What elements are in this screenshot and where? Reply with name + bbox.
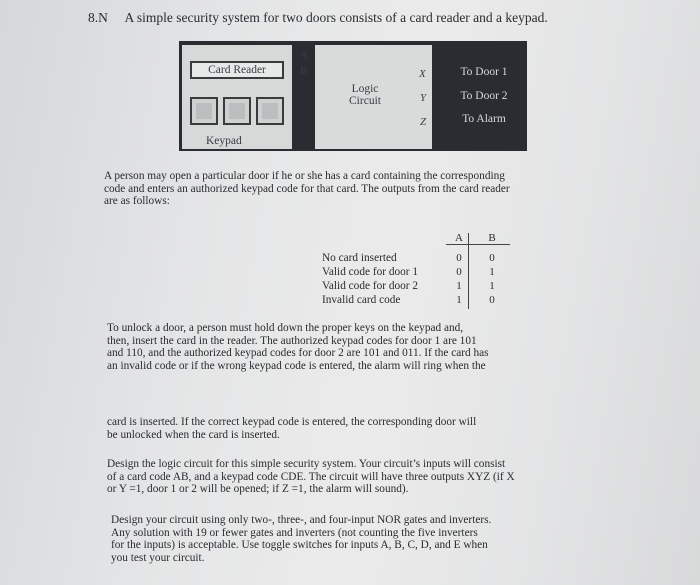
input-a-label: A (300, 49, 308, 61)
logic-circuit-label (339, 83, 391, 107)
output-y-label: Y (420, 92, 427, 104)
keypad-key (256, 97, 284, 125)
text-line: or Y =1, door 1 or 2 will be opened; if Z =1, the alarm will sound). (107, 483, 409, 496)
keypad-keys (190, 97, 284, 129)
table-cell-b: 1 (489, 266, 495, 278)
card-reader-panel (182, 45, 292, 149)
table-cell-b: 0 (489, 252, 495, 264)
text-line: code and enters an authorized keypad code for that card. The outputs from the card reader (104, 182, 510, 195)
to-door-1-label: To Door 1 (460, 66, 508, 78)
table-row-label: No card inserted (322, 252, 397, 264)
table-column-rule (468, 233, 469, 309)
text-line: then, insert the card in the reader. The authorized keypad codes for door 1 are 101 (107, 334, 477, 347)
text-line: Any solution with 19 or fewer gates and inverters (not counting the five inverters (111, 526, 478, 539)
output-x-label: X (419, 68, 426, 80)
table-cell-b: 1 (489, 280, 495, 292)
text-line: of a card code AB, and a keypad code CDE. The circuit will have three outputs XYZ (if X (107, 470, 515, 483)
text-line: and 110, and the authorized keypad codes for door 2 are 101 and 011. If the card has (107, 347, 489, 360)
table-cell-b: 0 (489, 294, 495, 306)
logic-label-line: Circuit (349, 95, 381, 107)
text-line: be unlocked when the card is inserted. (107, 428, 280, 441)
logic-label-line: Logic (351, 83, 379, 95)
to-door-2-label: To Door 2 (460, 90, 508, 102)
text-line: Design your circuit using only two-, three-, and four-input NOR gates and inverters. (111, 514, 492, 526)
table-cell-a: 0 (456, 266, 462, 278)
to-alarm-label: To Alarm (462, 113, 506, 125)
text-line: A person may open a particular door if he or she has a card containing the corresponding (104, 170, 505, 182)
paragraph-card-codes (104, 170, 510, 208)
table-header-b: B (488, 232, 496, 244)
security-system-diagram (179, 41, 527, 151)
text-line: Design the logic circuit for this simple security system. Your circuit’s inputs will consist (107, 458, 506, 470)
table-row-label: Invalid card code (322, 294, 401, 306)
paragraph-nor-gates (111, 514, 491, 564)
text-line: card is inserted. If the correct keypad code is entered, the corresponding door will (107, 416, 477, 428)
table-row-label: Valid code for door 1 (322, 266, 418, 278)
table-cell-a: 1 (456, 294, 462, 306)
output-z-label: Z (420, 116, 427, 128)
input-b-label: B (300, 65, 308, 77)
keypad-key (190, 97, 218, 125)
table-header-a: A (455, 232, 463, 244)
problem-title: A simple security system for two doors consists of a card reader and a keypad. (124, 10, 548, 25)
paragraph-card-inserted (107, 416, 476, 441)
table-header-rule (446, 244, 510, 245)
table-cell-a: 1 (456, 280, 462, 292)
text-line: To unlock a door, a person must hold down the proper keys on the keypad and, (107, 322, 464, 334)
problem-header (88, 10, 548, 26)
paragraph-unlock-instructions (107, 322, 489, 372)
table-cell-a: 0 (456, 252, 462, 264)
text-line: an invalid code or if the wrong keypad code is entered, the alarm will ring when the (107, 359, 486, 372)
keypad-key (223, 97, 251, 125)
text-line: you test your circuit. (111, 551, 205, 564)
table-row-label: Valid code for door 2 (322, 280, 418, 292)
text-line: are as follows: (104, 195, 170, 208)
text-line: for the inputs) is acceptable. Use toggle switches for inputs A, B, C, D, and E when (111, 539, 488, 552)
card-reader-box (190, 61, 284, 79)
paragraph-design-circuit (107, 458, 515, 496)
keypad-label: Keypad (206, 135, 242, 147)
problem-number: 8.N (88, 10, 108, 25)
card-reader-label: Card Reader (208, 64, 266, 76)
